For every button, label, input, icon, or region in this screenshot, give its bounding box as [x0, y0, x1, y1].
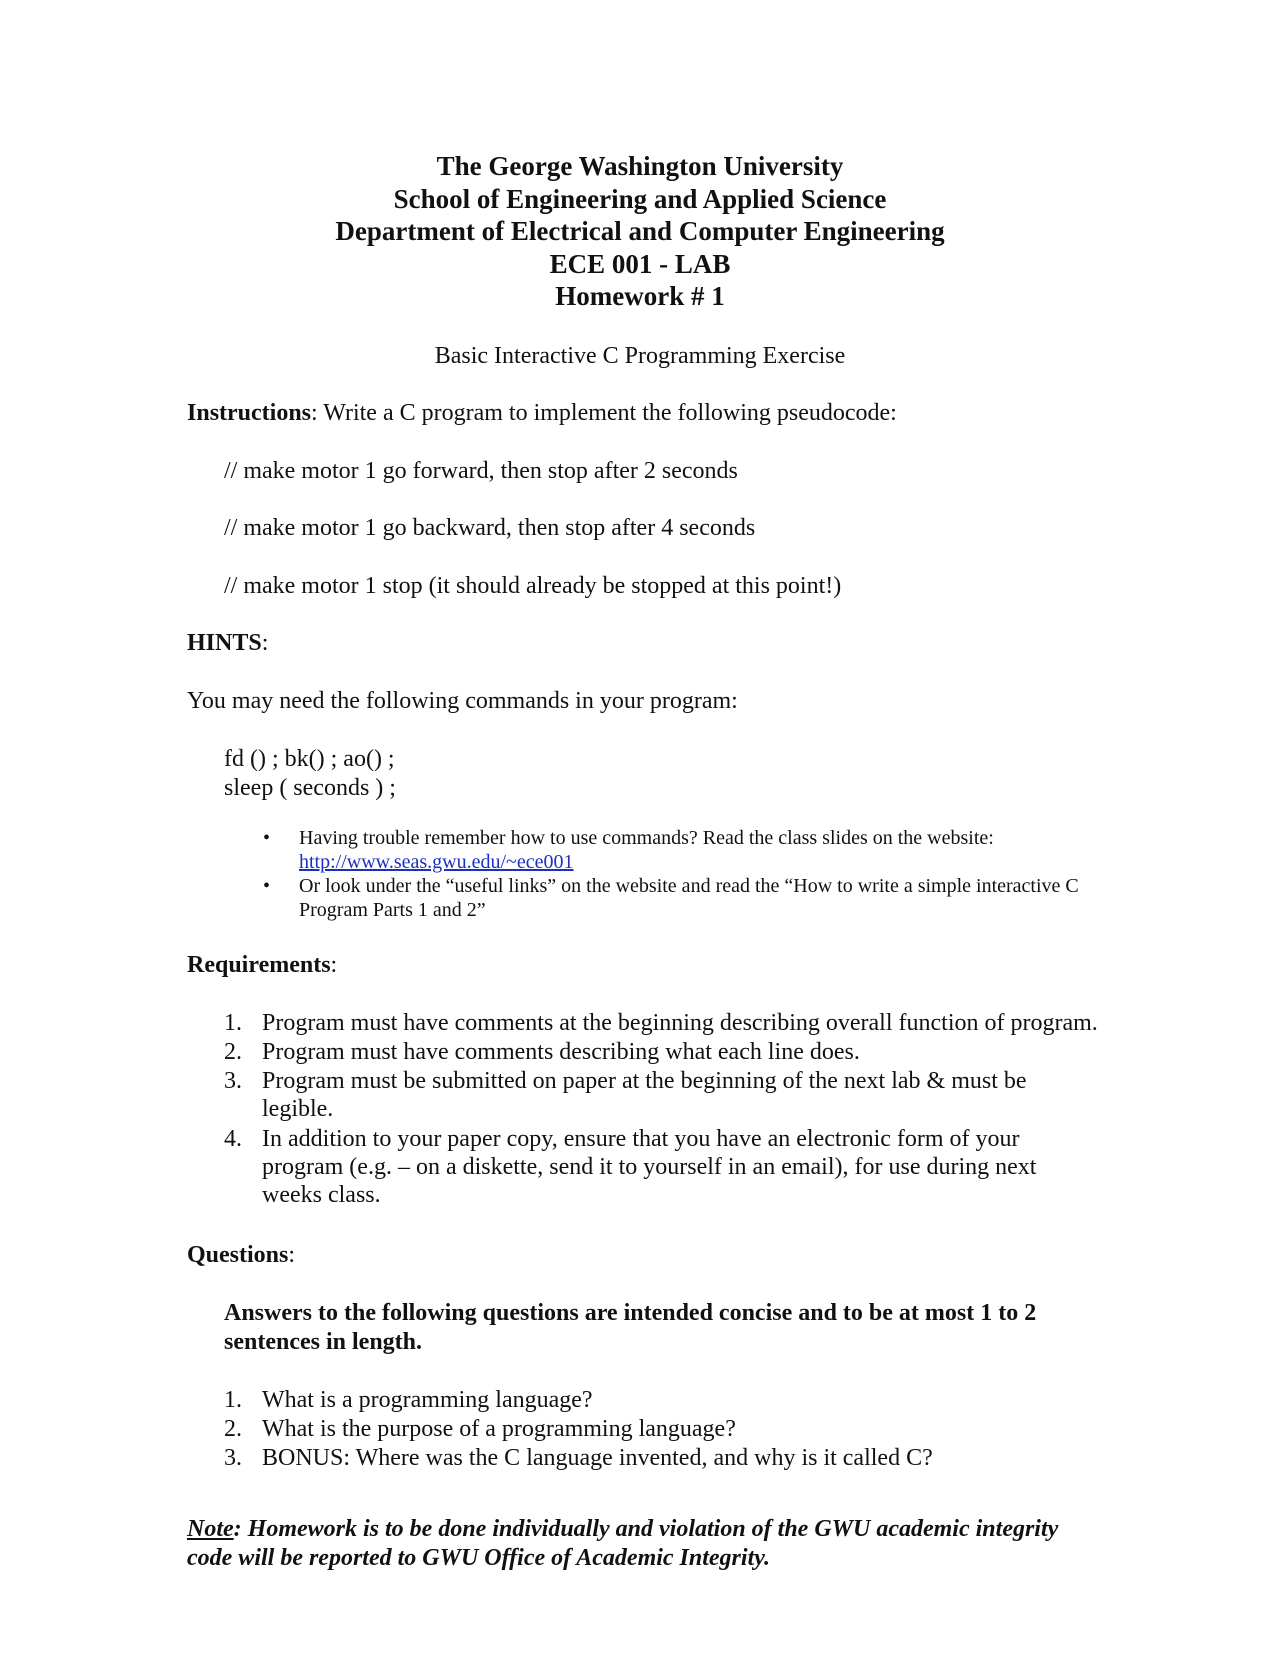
- list-number: 1.: [224, 1010, 242, 1036]
- questions-intro-line: sentences in length.: [224, 1329, 422, 1355]
- hint-bullet-text: Or look under the “useful links” on the website and read the “How to write a simple interactive C Program Parts 1 and 2”: [299, 875, 1079, 921]
- hints-colon: :: [261, 630, 269, 656]
- hints-intro: You may need the following commands in your program:: [187, 688, 738, 714]
- questions-intro-line: Answers to the following questions are intended concise and to be at most 1 to 2: [224, 1300, 1037, 1326]
- bullet-marker: •: [263, 875, 271, 897]
- pseudocode-line: // make motor 1 go backward, then stop after 4 seconds: [224, 515, 756, 541]
- school-name: School of Engineering and Applied Science: [393, 183, 887, 214]
- question-text: BONUS: Where was the C language invented, and why is it called C?: [262, 1445, 933, 1471]
- homework-title: Homework # 1: [555, 281, 725, 311]
- list-number: 2.: [224, 1039, 242, 1065]
- requirement-text: Program must have comments describing what each line does.: [262, 1039, 860, 1065]
- list-number: 3.: [224, 1068, 242, 1094]
- hints-heading: [187, 628, 268, 658]
- requirements-heading: [187, 950, 337, 980]
- exercise-subtitle: Basic Interactive C Programming Exercise: [434, 343, 846, 369]
- command-line: sleep ( seconds ) ;: [224, 775, 396, 801]
- list-number: 2.: [224, 1416, 242, 1442]
- list-number: 3.: [224, 1445, 242, 1471]
- requirement-text: Program must have comments at the beginning describing overall function of program.: [262, 1010, 1098, 1036]
- questions-label: Questions: [187, 1242, 289, 1268]
- questions-heading: [187, 1240, 295, 1270]
- hints-label: HINTS: [187, 630, 262, 656]
- instructions-text: : Write a C program to implement the following pseudocode:: [311, 400, 897, 426]
- requirements-label: Requirements: [187, 952, 331, 978]
- document-header: [0, 150, 1280, 313]
- requirement-text: program (e.g. – on a diskette, send it to yourself in an email), for use during next: [262, 1154, 1037, 1180]
- requirement-text: weeks class.: [262, 1182, 381, 1208]
- department-name: Department of Electrical and Computer Engineering: [335, 216, 945, 246]
- instructions-paragraph: [187, 398, 897, 428]
- instructions-label: Instructions: [187, 400, 312, 426]
- hint-bullet-text: Having trouble remember how to use commands? Read the class slides on the website:: [299, 827, 994, 849]
- list-number: 1.: [224, 1387, 242, 1413]
- note-text: : Homework is to be done individually and violation of the GWU academic integrity: [233, 1516, 1059, 1542]
- requirements-colon: :: [330, 952, 338, 978]
- command-line: fd () ; bk() ; ao() ;: [224, 746, 395, 772]
- note-label: Note: [187, 1516, 234, 1542]
- course-website-link[interactable]: http://www.seas.gwu.edu/~ece001: [299, 851, 574, 873]
- requirement-text: In addition to your paper copy, ensure that you have an electronic form of your: [262, 1126, 1020, 1152]
- university-name: The George Washington University: [436, 151, 844, 181]
- integrity-note: [187, 1515, 1058, 1544]
- questions-colon: :: [288, 1242, 296, 1268]
- course-code: ECE 001 - LAB: [549, 248, 731, 279]
- pseudocode-line: // make motor 1 stop (it should already be stopped at this point!): [224, 573, 842, 599]
- requirement-text: legible.: [262, 1096, 334, 1122]
- pseudocode-line: // make motor 1 go forward, then stop after 2 seconds: [224, 458, 738, 484]
- integrity-note-line: code will be reported to GWU Office of Academic Integrity.: [187, 1545, 770, 1571]
- list-number: 4.: [224, 1126, 242, 1152]
- requirement-text: Program must be submitted on paper at the beginning of the next lab & must be: [262, 1068, 1027, 1094]
- question-text: What is a programming language?: [262, 1387, 593, 1413]
- bullet-marker: •: [263, 827, 271, 849]
- question-text: What is the purpose of a programming language?: [262, 1416, 736, 1442]
